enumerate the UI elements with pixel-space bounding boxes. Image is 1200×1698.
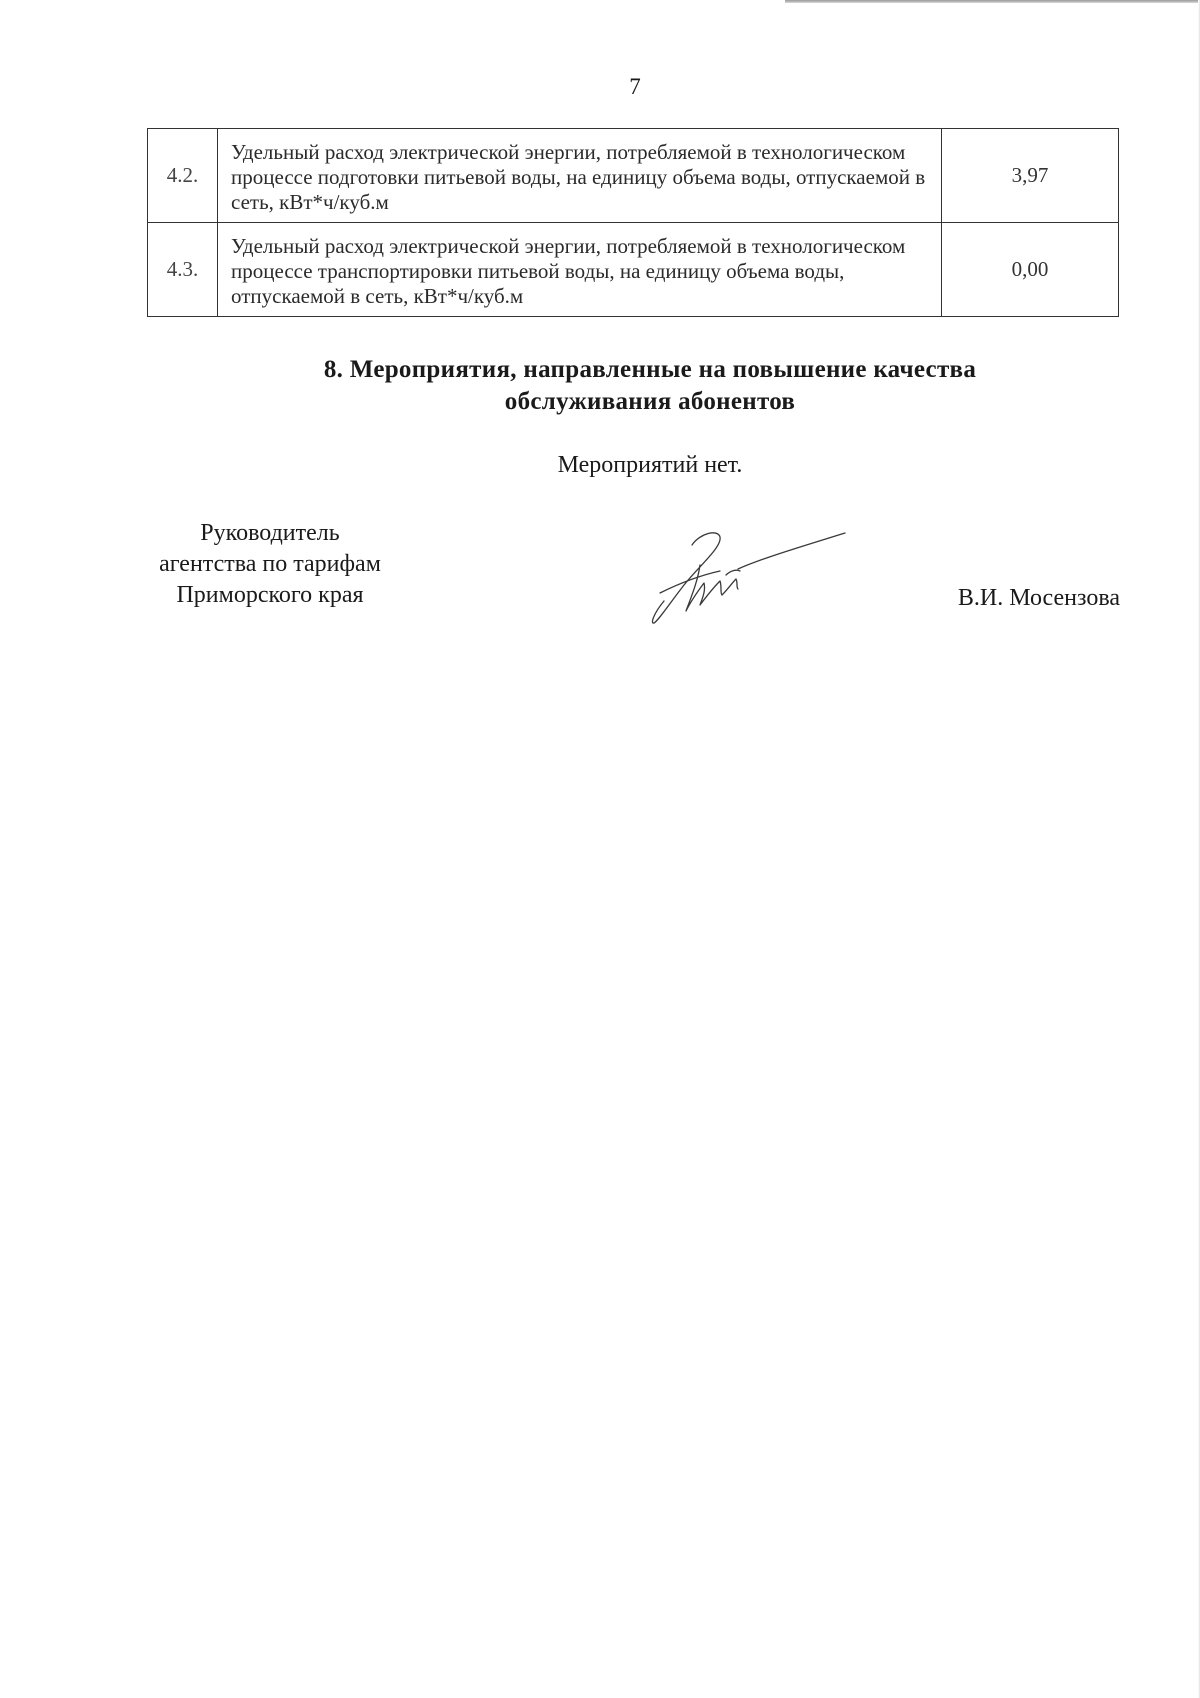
signer-name: В.И. Мосензова [957, 585, 1120, 611]
signer-title [130, 518, 410, 611]
section-heading-line1: 8. Мероприятия, направленные на повышение качества [323, 356, 977, 383]
handwritten-signature [640, 525, 850, 630]
table-row [148, 223, 1119, 317]
page-number: 7 [629, 74, 641, 99]
row-description: Удельный расход электрической энергии, потребляемой в технологическом процессе подготовки питьевой воды, на единицу объема воды, отпускаемой в сеть, кВт*ч/куб.м [218, 129, 942, 223]
table-row [148, 129, 1119, 223]
row-value: 3,97 [942, 129, 1119, 223]
row-number: 4.2. [148, 129, 218, 223]
row-number: 4.3. [148, 223, 218, 317]
row-description: Удельный расход электрической энергии, потребляемой в технологическом процессе транспортировки питьевой воды, на единицу объема воды, отпускаемой в сеть, кВт*ч/куб.м [218, 223, 942, 317]
metrics-table [147, 128, 1119, 317]
signer-title-line2: агентства по тарифам [159, 551, 381, 577]
signer-title-line3: Приморского края [176, 582, 364, 608]
section-heading [150, 354, 1150, 418]
signer-title-line1: Руководитель [200, 520, 340, 546]
section-heading-line2: обслуживания абонентов [504, 388, 796, 415]
row-value: 0,00 [942, 223, 1119, 317]
section-body: Мероприятий нет. [557, 452, 743, 478]
scan-edge-top [785, 0, 1200, 3]
